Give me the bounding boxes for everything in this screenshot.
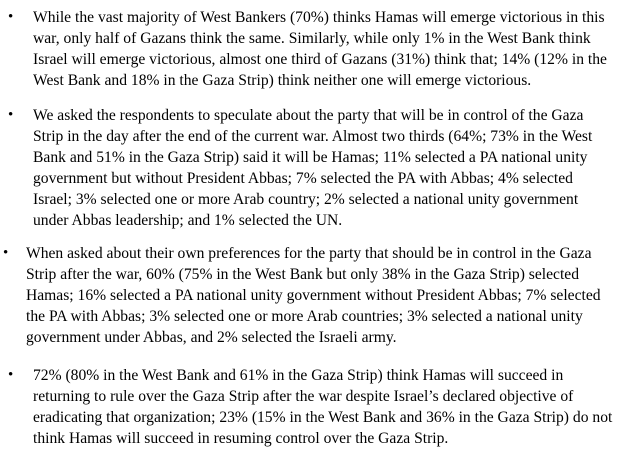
text-line: the PA with Abbas; 3% selected one or more Arab countries; 3% selected a national unity [26, 308, 583, 325]
text-line: Strip after the war, 60% (75% in the West Bank but only 38% in the Gaza Strip) selected [26, 266, 579, 283]
bullet-text [26, 243, 630, 348]
bullet-marker: • [8, 107, 14, 123]
bullet-marker: • [8, 367, 14, 383]
bullet-text [33, 7, 637, 91]
text-line: We asked the respondents to speculate about the party that will be in control of the Gaza [33, 107, 584, 124]
text-line: 72% (80% in the West Bank and 61% in the Gaza Strip) think Hamas will succeed in [33, 367, 564, 384]
text-line: Hamas; 16% selected a PA national unity government without President Abbas; 7% selected [26, 287, 601, 304]
text-line: While the vast majority of West Bankers (70%) thinks Hamas will emerge victorious in this [33, 9, 605, 26]
text-line: West Bank and 18% in the Gaza Strip) think neither one will emerge victorious. [33, 72, 532, 89]
text-line: When asked about their own preferences for the party that should be in control in the Gaza [26, 245, 592, 262]
text-line: government under Abbas, and 2% selected the Israeli army. [26, 329, 397, 346]
text-line: Bank and 51% in the Gaza Strip) said it will be Hamas; 11% selected a PA national unity [33, 149, 588, 166]
text-line: Strip in the day after the end of the current war. Almost two thirds (64%; 73% in the West [33, 128, 593, 145]
text-line: returning to rule over the Gaza Strip after the war despite Israel’s declared objective of [33, 388, 574, 405]
text-line: think Hamas will succeed in resuming control over the Gaza Strip. [33, 430, 449, 447]
text-line: war, only half of Gazans think the same. Similarly, while only 1% in the West Bank think [33, 30, 591, 47]
bullet-marker: • [8, 9, 14, 25]
text-line: Israel; 3% selected one or more Arab country; 2% selected a national unity government [33, 191, 579, 208]
text-line: under Abbas leadership; and 1% selected the UN. [33, 212, 343, 229]
bullet-marker: • [3, 245, 9, 261]
bullet-text [33, 105, 637, 231]
text-line: government but without President Abbas; 7% selected the PA with Abbas; 4% selected [33, 170, 573, 187]
text-line: Israel will emerge victorious, almost one third of Gazans (31%) think that; 14% (12% in the [33, 51, 607, 68]
text-line: eradicating that organization; 23% (15% in the West Bank and 36% in the Gaza Strip) do not [33, 409, 613, 426]
bullet-text [33, 365, 637, 449]
